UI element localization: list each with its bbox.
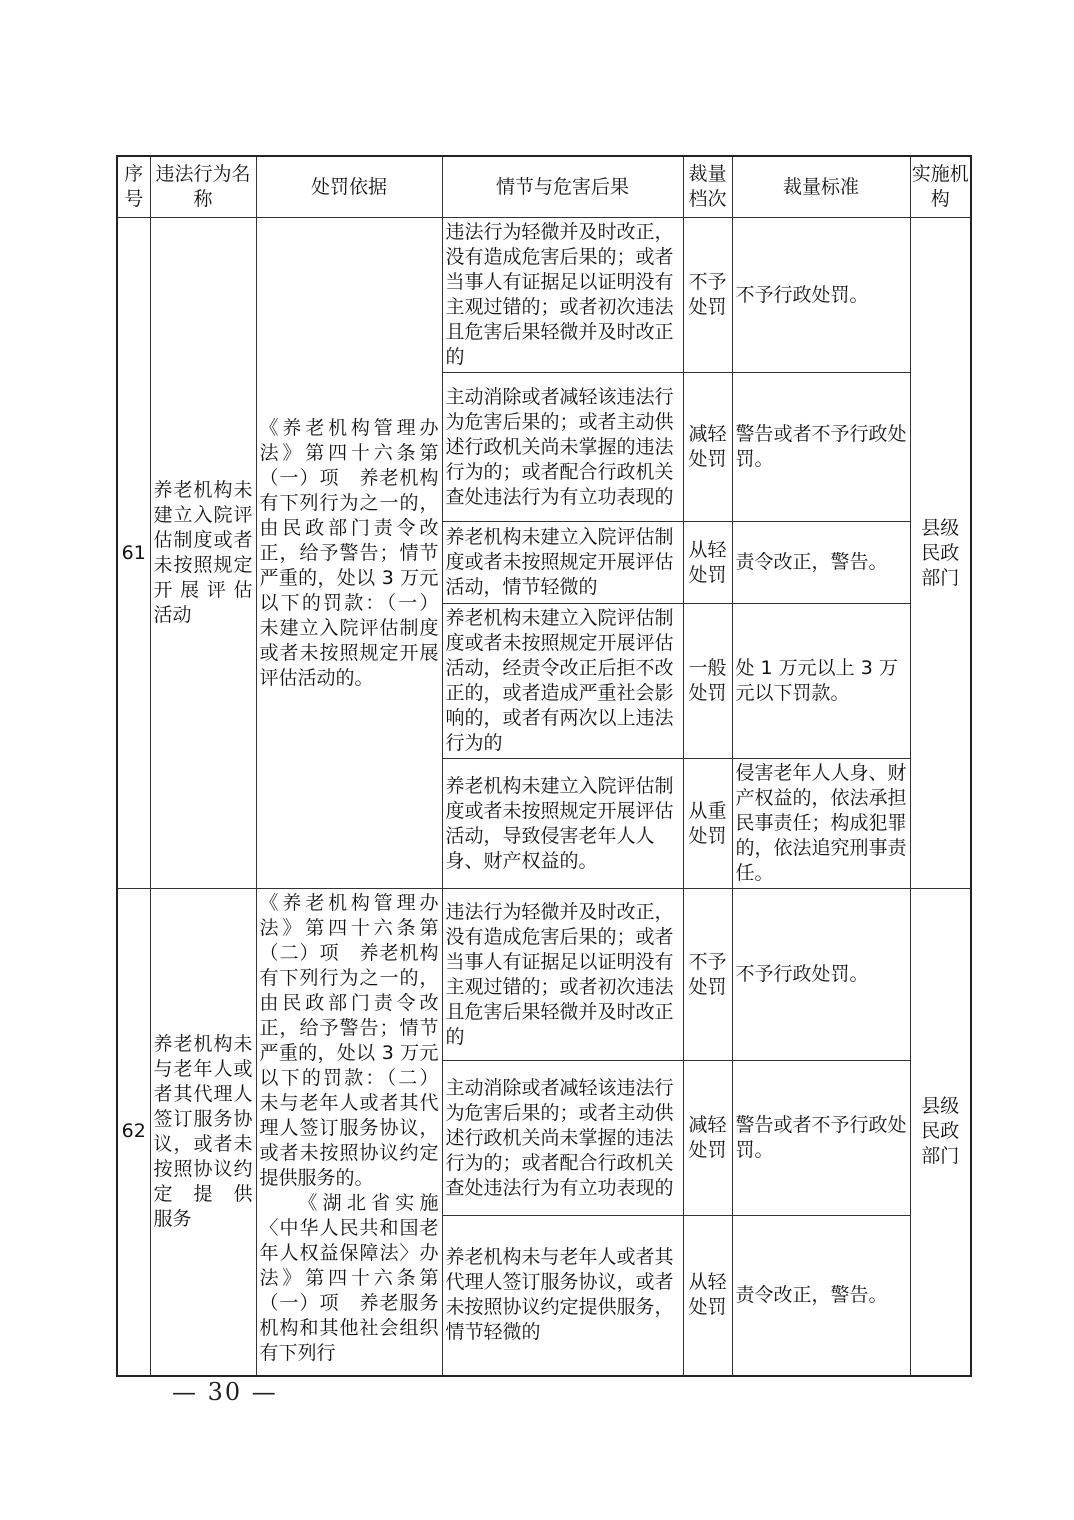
discretion-standard: 不予行政处罚。 xyxy=(732,218,910,373)
enforcement-org: 县级民政部门 xyxy=(910,889,971,1376)
discretion-standard: 不予行政处罚。 xyxy=(732,889,910,1061)
row-seq: 62 xyxy=(117,889,150,1376)
penalty-basis: 《养老机构管理办法》第四十六条第（一）项 养老机构有下列行为之一的，由民政部门责令改正，给予警告；情节严重的，处以 3 万元以下的罚款：（一）未建立入院评估制度或者未按照规定开展评估活动的。 xyxy=(256,218,442,889)
header-violation-name: 违法行为名称 xyxy=(150,156,256,218)
violation-name-text: 养老机构未与老年人或者其代理人签订服务协议，或者未按照协议约定提供 xyxy=(153,1032,253,1205)
circumstance-cell: 违法行为轻微并及时改正，没有造成危害后果的；或者当事人有证据足以证明没有主观过错的；或者初次违法且危害后果轻微并及时改正的 xyxy=(442,218,683,373)
table-header-row xyxy=(117,156,971,218)
header-circumstance: 情节与危害后果 xyxy=(442,156,683,218)
discretion-level: 不予处罚 xyxy=(683,218,732,373)
header-seq: 序号 xyxy=(117,156,150,218)
violation-name-tail: 活动 xyxy=(153,604,192,626)
circumstance-cell: 养老机构未与老年人或者其代理人签订服务协议，或者未按照协议约定提供服务，情节轻微的 xyxy=(442,1216,683,1376)
enforcement-org: 县级民政部门 xyxy=(910,218,971,889)
circumstance-cell: 主动消除或者减轻该违法行为危害后果的；或者主动供述行政机关尚未掌握的违法行为的；或者配合行政机关查处违法行为有立功表现的 xyxy=(442,373,683,522)
violation-name-text: 养老机构未建立入院评估制度或者未按照规定开展评估 xyxy=(153,479,253,601)
page-number: — 30 — xyxy=(172,1378,278,1406)
table-row xyxy=(117,889,971,1061)
discretion-standard: 责令改正，警告。 xyxy=(732,522,910,604)
violation-name-tail: 服务 xyxy=(153,1207,192,1230)
header-discretion-standard: 裁量标准 xyxy=(732,156,910,218)
header-enforcement-org: 实施机构 xyxy=(910,156,971,218)
discretion-level: 从轻处罚 xyxy=(683,522,732,604)
discretion-level: 从轻处罚 xyxy=(683,1216,732,1376)
circumstance-cell: 养老机构未建立入院评估制度或者未按照规定开展评估活动，导致侵害老年人人身、财产权益的。 xyxy=(442,759,683,889)
discretion-level: 减轻处罚 xyxy=(683,1061,732,1216)
header-discretion-level: 裁量档次 xyxy=(683,156,732,218)
table-row xyxy=(117,218,971,373)
row-seq: 61 xyxy=(117,218,150,889)
discretion-level: 一般处罚 xyxy=(683,604,732,759)
circumstance-cell: 主动消除或者减轻该违法行为危害后果的；或者主动供述行政机关尚未掌握的违法行为的；或者配合行政机关查处违法行为有立功表现的 xyxy=(442,1061,683,1216)
discretion-level: 从重处罚 xyxy=(683,759,732,889)
violation-name xyxy=(150,218,256,889)
discretion-level: 不予处罚 xyxy=(683,889,732,1061)
penalty-discretion-table xyxy=(116,155,972,1377)
discretion-level: 减轻处罚 xyxy=(683,373,732,522)
discretion-standard: 侵害老年人人身、财产权益的，依法承担民事责任；构成犯罪的，依法追究刑事责任。 xyxy=(732,759,910,889)
circumstance-cell: 养老机构未建立入院评估制度或者未按照规定开展评估活动，情节轻微的 xyxy=(442,522,683,604)
circumstance-cell: 养老机构未建立入院评估制度或者未按照规定开展评估活动，经责令改正后拒不改正的，或者造成严重社会影响的，或者有两次以上违法行为的 xyxy=(442,604,683,759)
header-penalty-basis: 处罚依据 xyxy=(256,156,442,218)
violation-name xyxy=(150,889,256,1376)
penalty-basis: 《养老机构管理办法》第四十六条第（二）项 养老机构有下列行为之一的，由民政部门责令改正，给予警告；情节严重的，处以 3 万元以下的罚款：（二）未与老年人或者其代理人签订服务协议，或者未按照协议约定提供服务的。 《湖北省实施〈中华人民共和国老年人权益保障法〉办法》第四十六条第（一）项 养老服务机构和其他社会组织有下列行 xyxy=(256,889,442,1376)
discretion-standard: 警告或者不予行政处罚。 xyxy=(732,1061,910,1216)
discretion-standard: 处 1 万元以上 3 万元以下罚款。 xyxy=(732,604,910,759)
discretion-standard: 责令改正，警告。 xyxy=(732,1216,910,1376)
circumstance-cell: 违法行为轻微并及时改正，没有造成危害后果的；或者当事人有证据足以证明没有主观过错的；或者初次违法且危害后果轻微并及时改正的 xyxy=(442,889,683,1061)
discretion-standard: 警告或者不予行政处罚。 xyxy=(732,373,910,522)
